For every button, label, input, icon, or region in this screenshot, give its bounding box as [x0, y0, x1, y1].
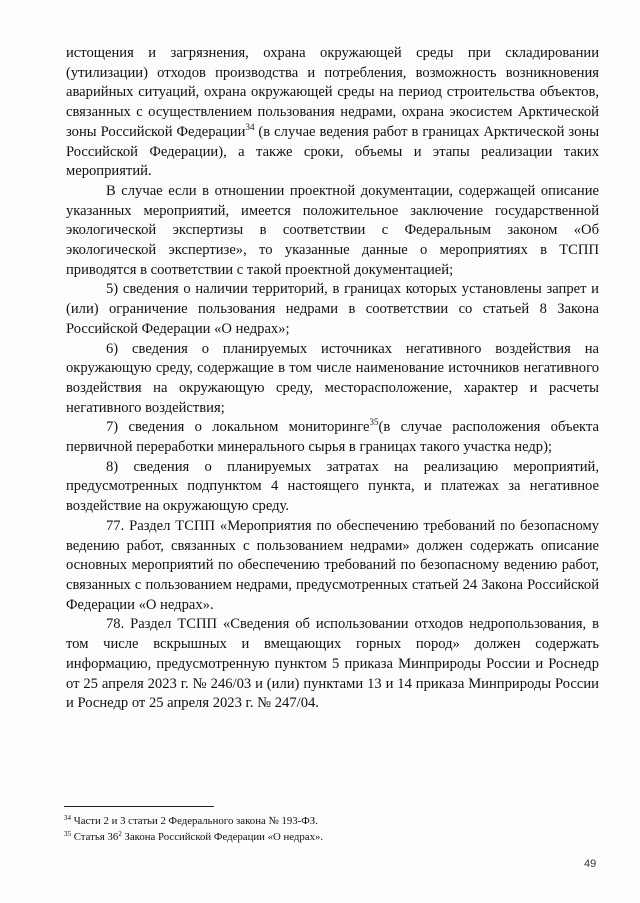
footnote-35-text: Статья 36 [71, 831, 119, 843]
paragraph-item-6: 6) сведения о планируемых источниках негативного воздействия на окружающую среду, содержащие в том числе наименование источников негативного воздействия на окружающую среду, месторасположение, характер и расчеты негативного воздействия; [66, 340, 599, 416]
paragraph-item-5: 5) сведения о наличии территорий, в границах которых установлены запрет и (или) ограничение пользования недрами в соответствии со статьей 8 Закона Российской Федерации «О недрах»; [66, 281, 599, 337]
footnote-ref-35[interactable]: 35 [369, 417, 379, 428]
footnotes [64, 813, 584, 845]
paragraph-2: В случае если в отношении проектной документации, содержащей описание указанных мероприятий, имеется положительное заключение государственной экологической экспертизы в соответствии с Федеральным законом «Об экологической экспертизе», то указанные данные о мероприятиях в ТСПП приводятся в соответствии с такой проектной документацией; [66, 182, 599, 278]
paragraph-item-7-text: 7) сведения о локальном мониторинге [106, 419, 370, 436]
footnote-35-mark: 35 [64, 830, 71, 838]
paragraph-1-text: истощения и загрязнения, охрана окружающей среды при складировании (утилизации) отходов производства и потребления, возможность возникновения аварийных ситуаций, охрана окружающей среды на период строительства объектов, связанных с осуществлением пользования недрами, охрана экосистем Арктической зоны Российской Федерации [66, 45, 599, 140]
footnote-ref-34[interactable]: 34 [245, 121, 255, 132]
paragraph-1-tail: (в случае ведения работ в границах Арктической зоны Российской Федерации), а также сроки, объемы и этапы реализации таких мероприятий. [66, 123, 600, 180]
page-number: 49 [584, 858, 597, 870]
footnote-divider [64, 806, 214, 807]
paragraph-77: 77. Раздел ТСПП «Мероприятия по обеспечению требований по безопасному ведению работ, связанных с пользованием недрами» должен содержать описание основных мероприятий по обеспечению требований по безопасному ведению работ, связанных с пользованием недрами, предусмотренных статьей 24 Закона Российской Федерации «О недрах». [66, 517, 599, 613]
main-text [66, 44, 599, 714]
footnote-35-superscript: 2 [118, 830, 122, 838]
footnote-35-tail: Закона Российской Федерации «О недрах». [121, 831, 324, 843]
footnote-35 [64, 829, 584, 845]
paragraph-78: 78. Раздел ТСПП «Сведения об использовании отходов недропользования, в том числе вскрышных и вмещающих горных пород» должен содержать информацию, предусмотренную пунктом 5 приказа Минприроды России и Роснедр от 25 апреля 2023 г. № 246/03 и (или) пунктами 13 и 14 приказа Минприроды России и Роснедр от 25 апреля 2023 г. № 247/04. [66, 616, 599, 712]
footnote-34 [64, 813, 584, 829]
paragraph-item-8: 8) сведения о планируемых затратах на реализацию мероприятий, предусмотренных подпунктом 4 настоящего пункта, и платежах за негативное воздействие на окружающую среду. [66, 458, 599, 515]
paragraph-1 [66, 44, 599, 182]
footnote-34-text: Части 2 и 3 статьи 2 Федерального закона № 193-ФЗ. [71, 815, 318, 827]
paragraph-item-7-tail: (в случае расположения объекта первичной переработки минерального сырья в границах такого участка недр); [66, 419, 599, 456]
footnote-34-mark: 34 [64, 814, 71, 822]
paragraph-item-7 [66, 418, 599, 457]
